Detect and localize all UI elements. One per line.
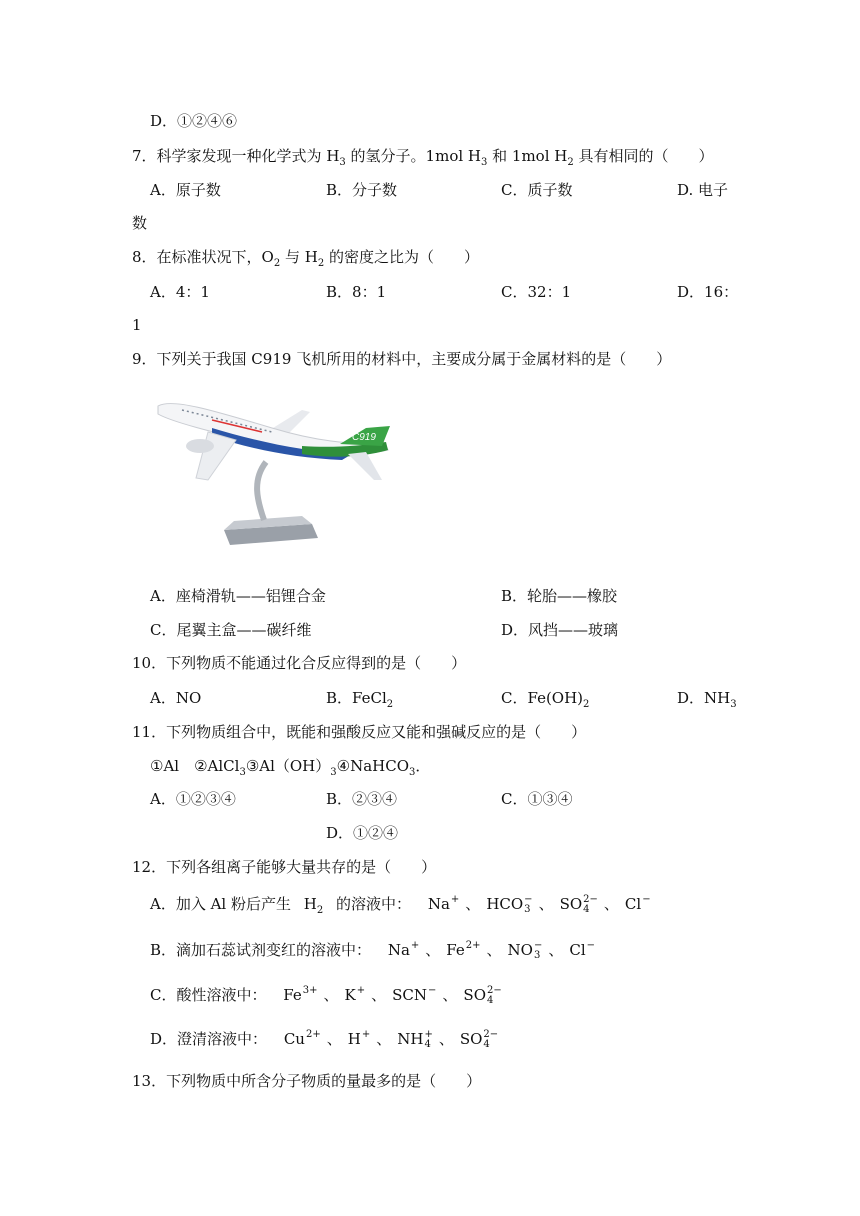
- q9-option-b: B．轮胎——橡胶: [501, 587, 618, 605]
- ion-formula: K +: [344, 985, 366, 1004]
- ion-formula: SO 2− 4: [459, 1029, 499, 1050]
- ion-formula: Cu 2+: [283, 1029, 321, 1048]
- q8-option-d: D．16：: [677, 283, 739, 301]
- q9-option-c: C．尾翼主盒——碳纤维: [150, 621, 312, 639]
- ion-separator: 、: [425, 941, 441, 959]
- q7-option-d-wrap: 数: [132, 214, 148, 232]
- ion-separator: 、: [376, 1030, 392, 1048]
- q9-stem: 9．下列关于我国 C919 飞机所用的材料中，主要成分属于金属材料的是（ ）: [132, 350, 672, 368]
- tail-logo-text: C919: [352, 432, 376, 443]
- q6-option-d: D．①②④⑥: [150, 112, 238, 130]
- q7-stem: 7．科学家发现一种化学式为 $H_3$ 的氢分子。1mol $H_3$ 和 1mol $H_2$ 具有相同的（ ）: [132, 147, 714, 168]
- ion-formula: H +: [347, 1029, 371, 1048]
- q8-option-b: B．8：1: [326, 283, 387, 301]
- ion-separator: 、: [548, 941, 564, 959]
- q7-option-a: A．原子数: [150, 181, 221, 199]
- q9-option-a: A．座椅滑轨——铝锂合金: [150, 587, 326, 605]
- q12-option-a: A．加入 Al 粉后产生 $H_2$ 的溶液中： Na + 、 HCO − 3 、 SO 2− 4 、 Cl −: [150, 894, 651, 916]
- h2-formula: $H_2$: [303, 895, 324, 916]
- ion-formula: Cl −: [624, 894, 651, 913]
- ion-separator: 、: [465, 895, 481, 913]
- q12-option-b: B．滴加石蕊试剂变红的溶液中： Na + 、 Fe 2+ 、 NO − 3 、 Cl −: [150, 940, 596, 961]
- q8-stem: 8．在标准状况下，$O_2$ 与 $H_2$ 的密度之比为（ ）: [132, 248, 479, 269]
- q10-option-c: C．$Fe(OH)_2$: [501, 689, 590, 710]
- ion-separator: 、: [326, 1030, 342, 1048]
- q11-items: ①Al $②AlCl_3③Al(OH)_3④NaHCO_3$．: [150, 757, 431, 778]
- q10-option-d: D．$NH_3$: [677, 689, 737, 710]
- ion-formula: NH + 4: [397, 1029, 433, 1050]
- q11-option-a: A．①②③④: [150, 790, 236, 808]
- ion-separator: 、: [371, 986, 387, 1004]
- ion-formula: NO − 3: [507, 940, 543, 961]
- ion-formula: Cl −: [569, 940, 596, 959]
- q12-option-d: D．澄清溶液中： Cu 2+ 、 H + 、 NH + 4 、 SO 2− 4: [150, 1029, 499, 1050]
- q10-stem: 10．下列物质不能通过化合反应得到的是（ ）: [132, 654, 467, 672]
- ion-formula: Fe 3+: [283, 985, 318, 1004]
- q11-option-c: C．①③④: [501, 790, 573, 808]
- ion-separator: 、: [603, 895, 619, 913]
- ion-formula: SCN −: [392, 985, 437, 1004]
- ion-formula: SO 2− 4: [559, 894, 598, 915]
- ion-formula: HCO − 3: [486, 894, 533, 915]
- q7-option-b: B．分子数: [326, 181, 398, 199]
- q11-option-b: B．②③④: [326, 790, 398, 808]
- q9-option-d: D．风挡——玻璃: [501, 621, 619, 639]
- q7-option-c: C．质子数: [501, 181, 573, 199]
- q7-option-d: D. 电子: [677, 181, 729, 199]
- q11-option-d: D．①②④: [326, 824, 399, 842]
- ion-separator: 、: [442, 986, 458, 1004]
- q12-stem: 12．下列各组离子能够大量共存的是（ ）: [132, 858, 437, 876]
- q10-option-b: B．FeCl$_2$: [326, 689, 394, 710]
- ion-formula: Na +: [427, 894, 460, 913]
- ion-separator: 、: [438, 1030, 454, 1048]
- q8-option-c: C．32：1: [501, 283, 572, 301]
- ion-separator: 、: [323, 986, 339, 1004]
- ion-separator: 、: [486, 941, 502, 959]
- q8-option-a: A．4：1: [150, 283, 210, 301]
- ion-separator: 、: [538, 895, 554, 913]
- c919-airplane-model-image: [152, 388, 392, 548]
- q10-option-a: A．NO: [150, 689, 202, 707]
- ion-formula: SO 2− 4: [463, 985, 502, 1006]
- q8-option-d-wrap: 1: [132, 316, 142, 334]
- q12-option-c: C．酸性溶液中： Fe 3+ 、 K + 、 SCN − 、 SO 2− 4: [150, 985, 502, 1006]
- ion-formula: Fe 2+: [446, 940, 481, 959]
- q13-stem: 13．下列物质中所含分子物质的量最多的是（ ）: [132, 1072, 482, 1090]
- ion-formula: Na +: [387, 940, 420, 959]
- q11-stem: 11．下列物质组合中，既能和强酸反应又能和强碱反应的是（ ）: [132, 723, 587, 741]
